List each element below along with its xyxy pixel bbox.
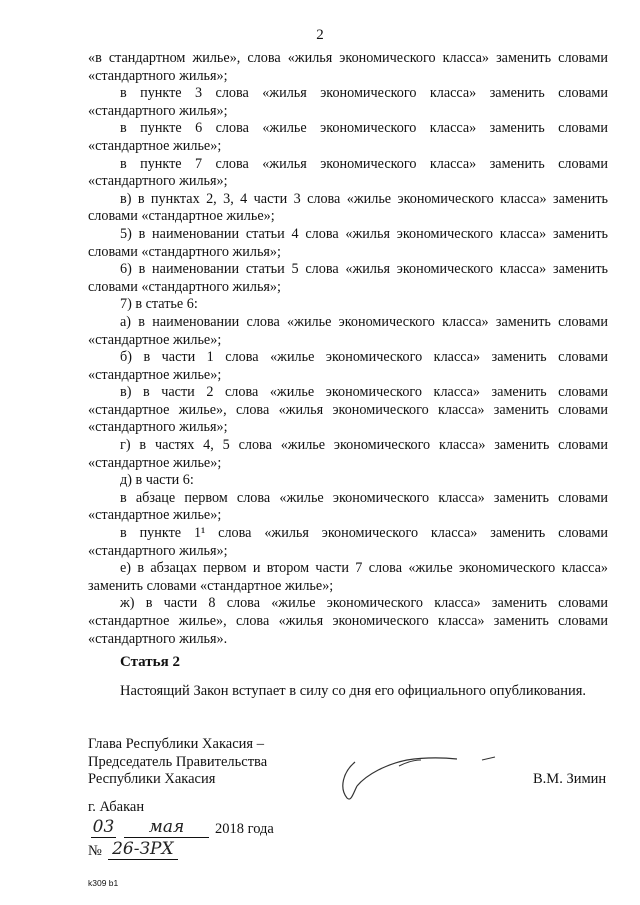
paragraph: «в стандартном жилье», слова «жилья экономического класса» заменить словами «стандартного жилья»; [88, 50, 608, 84]
paragraph: в) в пунктах 2, 3, 4 части 3 слова «жилье экономического класса» заменить словами «стандартное жилье»; [88, 190, 608, 225]
paragraph: 6) в наименовании статьи 5 слова «жилья экономического класса» заменить словами «стандартного жилья»; [88, 261, 608, 295]
document-body [88, 50, 608, 648]
paragraph: в пункте 6 слова «жилье экономического класса» заменить словами «стандартное жилье»; [88, 120, 608, 154]
paragraph: ж) в части 8 слова «жилье экономического класса» заменить словами «стандартное жилье», слова «жилья экономического класса» заменить словами «стандартного жилья». [88, 595, 608, 647]
article-heading: Статья 2 [120, 654, 180, 670]
signatory-line-3: Республики Хакасия [88, 771, 216, 788]
paragraph: д) в части 6: [120, 472, 194, 489]
paragraph: 7) в статье 6: [120, 296, 198, 313]
paragraph: в пункте 3 слова «жилья экономического класса» заменить словами «стандартного жилья»; [88, 85, 608, 119]
date-day: 03 [92, 817, 115, 837]
signatory-line-1: Глава Республики Хакасия – [88, 736, 264, 752]
place-of-signing: г. Абакан [88, 799, 145, 815]
paragraph: в пункте 1¹ слова «жилья экономического класса» заменить словами «стандартного жилья»; [88, 525, 608, 559]
paragraph: е) в абзацах первом и втором части 7 слова «жилье экономического класса» заменить словами «стандартное жилье»; [88, 560, 608, 594]
page-number: 2 [316, 27, 324, 43]
paragraph: в пункте 7 слова «жилья экономического класса» заменить словами «стандартного жилья»; [88, 155, 608, 190]
paragraph: б) в части 1 слова «жилье экономического класса» заменить словами «стандартное жилье»; [88, 349, 608, 383]
paragraph: г) в частях 4, 5 слова «жилье экономического класса» заменить словами «стандартное жилье»; [88, 437, 608, 471]
date-year: 2018 года [215, 821, 274, 837]
paragraph: а) в наименовании слова «жилье экономического класса» заменить словами «стандартное жилье»; [88, 313, 608, 348]
paragraph: в) в части 2 слова «жилье экономического класса» заменить словами «стандартное жилье», слова «жилья экономического класса» заменить словами «стандартного жилья»; [88, 384, 608, 436]
signatory-title [88, 736, 267, 789]
number-value: 26-ЗРХ [108, 839, 178, 860]
signatory-line-2: Председатель Правительства [88, 753, 268, 770]
law-number [88, 839, 178, 860]
paragraph: 5) в наименовании статьи 4 слова «жилья экономического класса» заменить словами «стандартного жилья»; [88, 225, 608, 260]
final-provision: Настоящий Закон вступает в силу со дня его официального опубликования. [120, 683, 587, 699]
handwritten-signature [337, 748, 507, 808]
paragraph: в абзаце первом слова «жилье экономического класса» заменить словами «стандартное жилье»; [88, 489, 608, 524]
number-sign: № [88, 843, 102, 859]
date-month: мая [124, 817, 209, 838]
signing-date [88, 817, 274, 838]
footer-code: k309 b1 [88, 878, 119, 888]
signatory-name: В.М. Зимин [533, 771, 607, 787]
